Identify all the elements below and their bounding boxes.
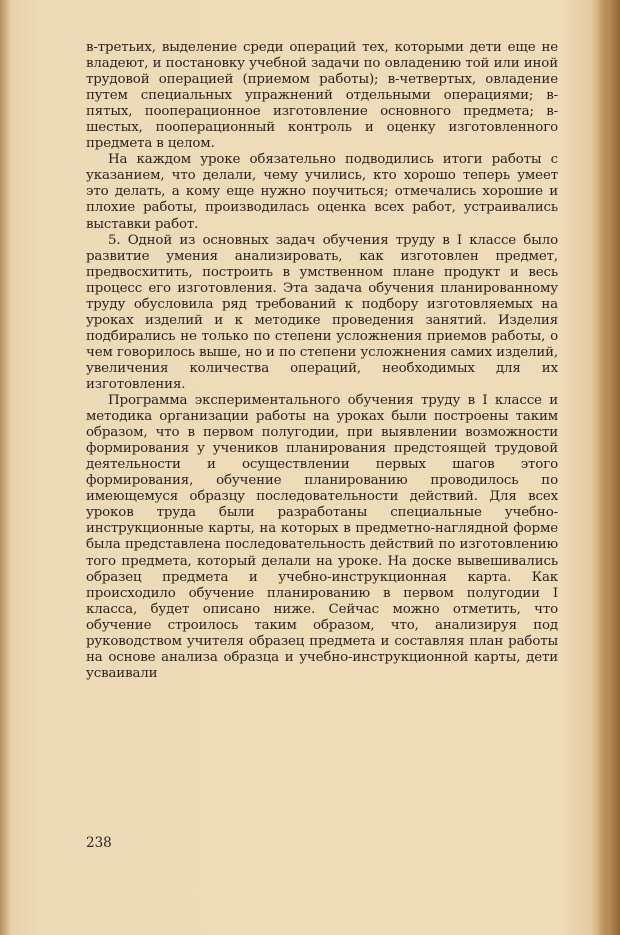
page-edge-shadow	[598, 0, 620, 935]
page-number: 238	[86, 835, 112, 851]
body-text	[86, 40, 558, 682]
paragraph: Программа экспериментального обучения труду в I классе и методика организации работы на уроках были построены таким образом, что в первом полугодии, при выявлении возможности формирования у учеников планирования предстоящей трудовой деятельности и осуществлении первых шагов этого формирования, обучение планированию проводилось по имеющемуся образцу последовательности действий. Для всех уроков труда были разработаны специальные учебно-инструкционные карты, на которых в предметно-наглядной форме была представлена последовательность действий по изготовлению того предмета, который делали на уроке. На доске вывешивались образец предмета и учебно-инструкционная карта. Как происходило обучение планированию в первом полугодии I класса, будет описано ниже. Сейчас можно отметить, что обучение строилось таким образом, что, анализируя под руководством учителя образец предмета и составляя план работы на основе анализа образца и учебно-инструкционной карты, дети усваивали	[86, 393, 558, 681]
paragraph: На каждом уроке обязательно подводились итоги работы с указанием, что делали, чему учились, кто хорошо теперь умеет это делать, а кому еще нужно поучиться; отмечались хорошие и плохие работы, производилась оценка всех работ, устраивались выставки работ.	[86, 152, 558, 232]
paragraph: в-третьих, выделение среди операций тех, которыми дети еще не владеют, и постановку учебной задачи по овладению той или иной трудовой операцией (приемом работы); в-четвертых, овладение путем специальных упражнений отдельными операциями; в-пятых, пооперационное изготовление основного предмета; в-шестых, пооперационный контроль и оценку изготовленного предмета в целом.	[86, 40, 558, 152]
page-gutter	[0, 0, 10, 935]
paragraph: 5. Одной из основных задач обучения труду в I классе было развитие умения анализировать, как изготовлен предмет, предвосхитить, построить в умственном плане продукт и весь процесс его изготовления. Эта задача обучения планированному труду обусловила ряд требований к подбору изготовляемых на уроках изделий и к методике проведения занятий. Изделия подбирались не только по степени усложнения приемов работы, о чем говорилось выше, но и по степени усложнения самих изделий, увеличения количества операций, необходимых для их изготовления.	[86, 232, 558, 392]
